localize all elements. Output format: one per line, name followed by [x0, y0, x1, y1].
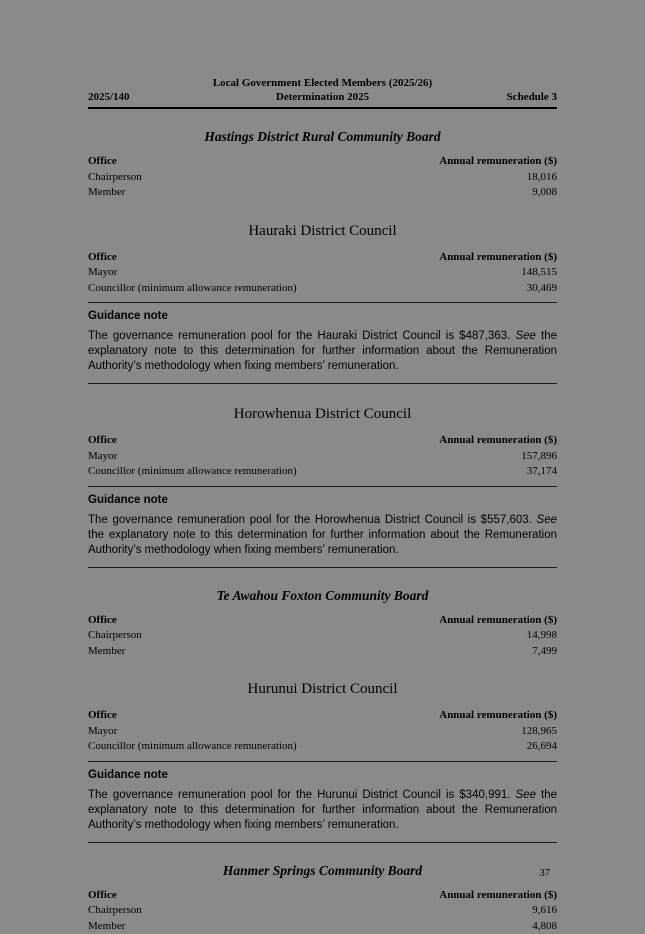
guidance-note-heading: Guidance note [88, 493, 168, 506]
table-row [88, 739, 557, 755]
table-row [88, 903, 557, 919]
guidance-text-post: the explanatory note to this determination for further information about the Remuneration Authority’s methodology when fixing members’ remuneration. [88, 788, 557, 831]
table-row [88, 464, 557, 480]
table-row [88, 644, 557, 660]
amount-cell: 30,469 [526, 281, 557, 294]
office-cell: Member [88, 186, 126, 198]
amount-cell: 128,965 [521, 724, 557, 737]
header-title-line2: Determination 2025 [275, 91, 370, 103]
guidance-note-text [88, 788, 557, 833]
section-title: Horowhenua District Council [233, 406, 412, 422]
table-row [88, 185, 557, 201]
guidance-note-heading: Guidance note [88, 768, 168, 781]
table-row [88, 724, 557, 740]
section-hastings-district-rural-community-board [88, 128, 557, 201]
section-title: Te Awahou Foxton Community Board [216, 587, 429, 603]
remuneration-column-header: Annual remuneration ($) [439, 613, 557, 626]
header-instrument-number: 2025/140 [88, 91, 130, 103]
remuneration-column-header: Annual remuneration ($) [439, 888, 557, 901]
amount-cell: 9,008 [532, 186, 557, 198]
guidance-text-post: the explanatory note to this determination for further information about the Remuneration Authority’s methodology when fixing members’ remuneration. [88, 528, 557, 556]
running-header [88, 0, 557, 104]
remuneration-column-header: Annual remuneration ($) [439, 250, 557, 263]
table-header-row [88, 888, 557, 904]
section-title: Hauraki District Council [248, 222, 397, 239]
table-row [88, 919, 557, 934]
table-row [88, 281, 557, 297]
header-title-line1: Local Government Elected Members (2025/26) [212, 77, 433, 89]
table-row [88, 449, 557, 465]
amount-cell: 9,616 [532, 904, 557, 916]
office-column-header: Office [88, 155, 117, 167]
section-horowhenua-district-council [88, 405, 557, 568]
amount-cell: 148,515 [521, 266, 557, 278]
amount-cell: 18,016 [526, 170, 557, 183]
amount-cell: 157,896 [521, 449, 557, 462]
guidance-note [88, 302, 557, 384]
office-cell: Member [88, 919, 126, 932]
guidance-note-text [88, 329, 557, 374]
remuneration-column-header: Annual remuneration ($) [439, 709, 557, 721]
office-column-header: Office [88, 709, 117, 721]
table-header-row [88, 613, 557, 629]
section-hurunui-district-council [88, 680, 557, 843]
section-hauraki-district-council [88, 222, 557, 385]
table-row [88, 265, 557, 281]
page-number: 37 [539, 868, 550, 879]
amount-cell: 37,174 [526, 465, 557, 477]
office-cell: Chairperson [88, 170, 142, 183]
guidance-note-heading: Guidance note [88, 310, 168, 322]
section-title: Hastings District Rural Community Board [204, 129, 441, 144]
page-content [88, 0, 557, 934]
amount-cell: 7,499 [532, 644, 557, 657]
guidance-note [88, 486, 557, 568]
office-cell: Councillor (minimum allowance remuneration) [88, 281, 297, 294]
table-header-row [88, 250, 557, 266]
guidance-text-pre: The governance remuneration pool for the Hurunui District Council is $340,991. [88, 788, 516, 801]
table-header-row [88, 708, 557, 724]
guidance-note-text [88, 513, 557, 558]
header-title [158, 76, 487, 104]
header-schedule-label: Schedule 3 [506, 91, 557, 103]
office-cell: Chairperson [88, 904, 142, 916]
section-title: Hanmer Springs Community Board [222, 862, 423, 878]
guidance-text-see: See [515, 330, 536, 342]
office-column-header: Office [88, 888, 117, 901]
section-title: Hurunui District Council [247, 681, 398, 697]
guidance-text-post: the explanatory note to this determination for further information about the Remuneration Authority’s methodology when fixing members’ remuneration. [88, 330, 557, 372]
office-cell: Mayor [88, 449, 118, 462]
office-column-header: Office [88, 434, 117, 446]
office-cell: Mayor [88, 724, 118, 737]
guidance-text-pre: The governance remuneration pool for the Hauraki District Council is $487,363. [88, 330, 516, 342]
office-cell: Councillor (minimum allowance remuneration) [88, 740, 297, 752]
guidance-text-see: See [515, 788, 536, 801]
guidance-text-see: See [536, 513, 557, 526]
table-header-row [88, 433, 557, 449]
office-column-header: Office [88, 250, 117, 263]
table-row [88, 628, 557, 644]
table-row [88, 170, 557, 186]
section-te-awahou-foxton-community-board [88, 587, 557, 660]
remuneration-column-header: Annual remuneration ($) [439, 155, 557, 167]
office-cell: Councillor (minimum allowance remuneration) [88, 465, 297, 477]
remuneration-column-header: Annual remuneration ($) [439, 434, 557, 446]
office-cell: Chairperson [88, 629, 142, 641]
section-hanmer-springs-community-board [88, 862, 557, 934]
office-column-header: Office [88, 613, 117, 626]
table-header-row [88, 154, 557, 170]
header-rule [88, 107, 557, 109]
amount-cell: 26,694 [526, 740, 557, 752]
amount-cell: 4,808 [532, 919, 557, 932]
amount-cell: 14,998 [526, 629, 557, 641]
office-cell: Mayor [88, 266, 118, 278]
guidance-note [88, 761, 557, 843]
office-cell: Member [88, 644, 126, 657]
guidance-text-pre: The governance remuneration pool for the Horowhenua District Council is $557,603. [88, 513, 537, 526]
